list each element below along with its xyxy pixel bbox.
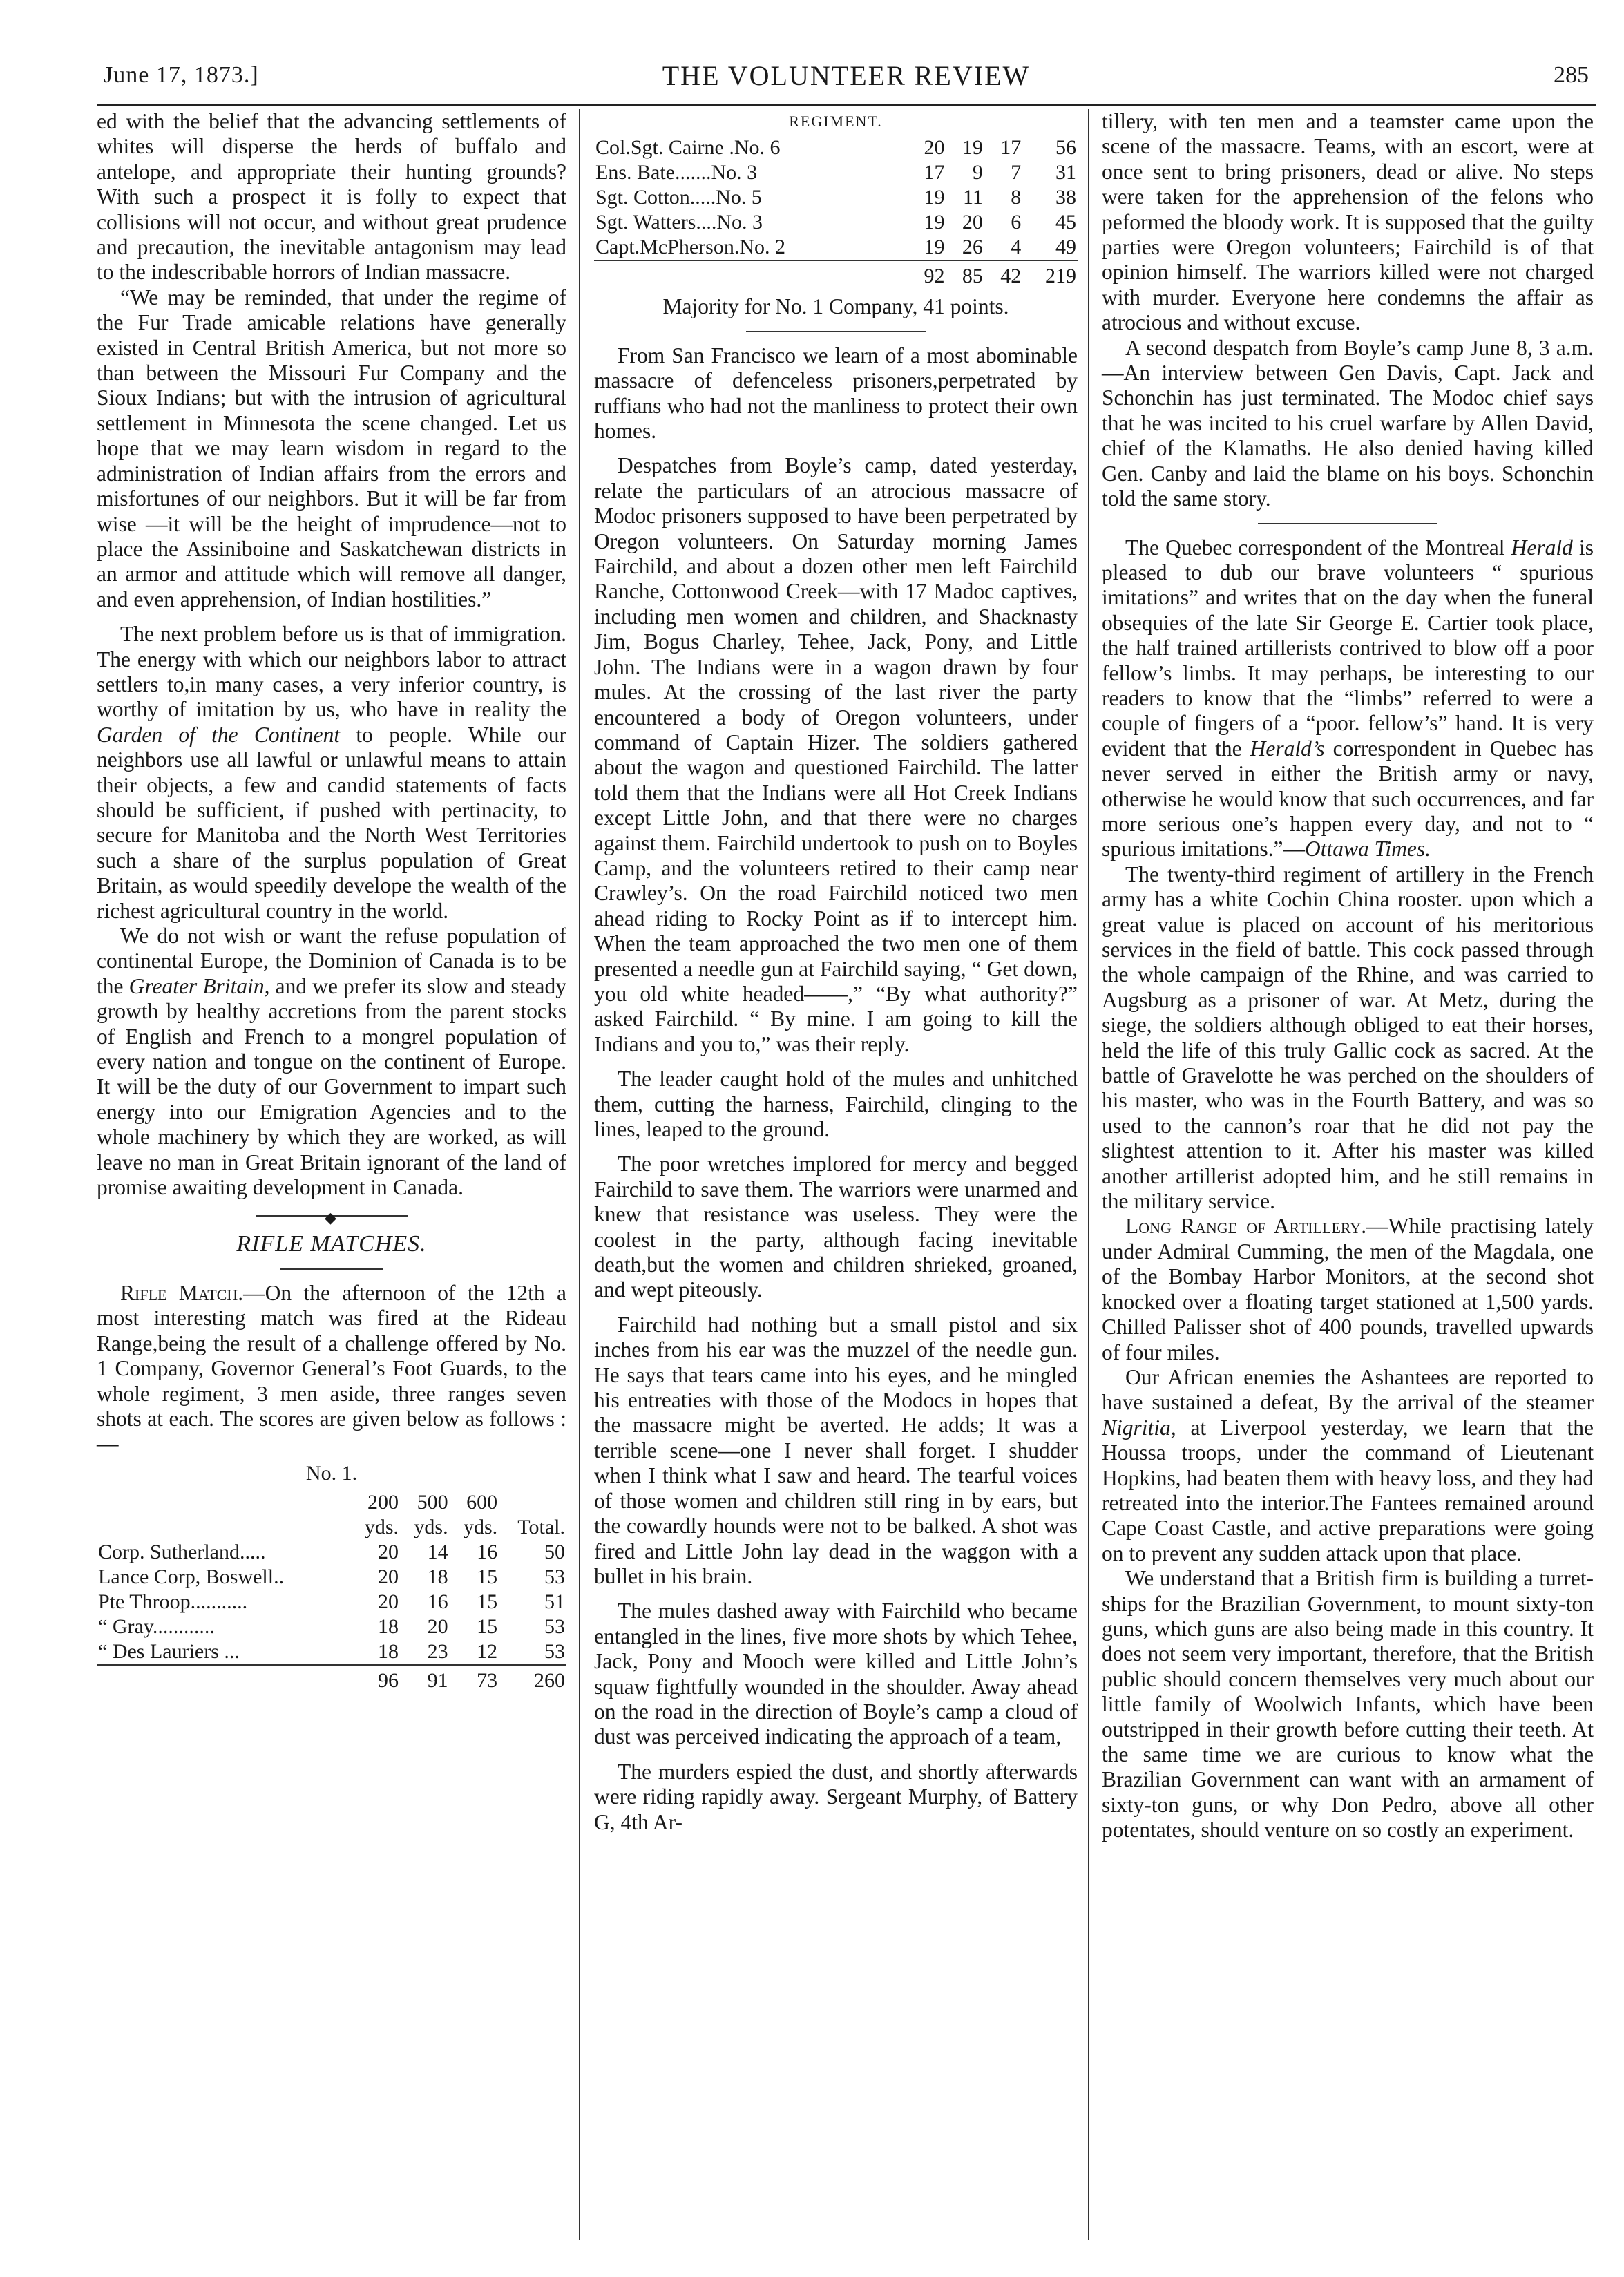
text-run: —While practising lately under Admiral Cumming, the men of the Magdala, one of the Bombay Harbor Monitors, at the second shot knocked over a floating target stationed at 1,500 yards. Chilled Palisser shot of 400 pounds, travelled upwards of four miles. — [1102, 1214, 1594, 1364]
cell: 20 — [378, 1565, 399, 1589]
table-row — [97, 1540, 566, 1565]
paragraph — [97, 1281, 566, 1457]
cell: “ Gray............ — [98, 1615, 215, 1639]
cell: Lance Corp, Boswell.. — [98, 1565, 285, 1589]
table-row — [594, 160, 1078, 185]
cell: 19 — [924, 236, 945, 259]
header-cell: 200 — [367, 1491, 399, 1514]
text-run: correspondent in Quebec has never served in either the British army or navy, otherwise he would know that such occurrences, and far more serious one’s happen every day, and not to “ spurious imitations.”— — [1102, 736, 1594, 861]
page-header — [104, 59, 1589, 101]
column-1 — [97, 109, 566, 1693]
paragraph — [1102, 1214, 1594, 1364]
cell: Ens. Bate.......No. 3 — [595, 161, 758, 184]
text-run: to people. While our neighbors use all lawful or unlawful means to attain their objects, a few and candid statements of facts should be sufficient, if pushed with pertinacity, to secure for Manitoba and the North West Territories such a share of the surplus population of Great Britain, as would speedily develope the wealth of the richest agricultural country in the world. — [97, 722, 566, 923]
paragraph: We understand that a British firm is building a turret-ships for the Brazilian Government, to mount sixty-ton guns, which guns are also being made in this country. It does not seem very important, therefore, that the British public should concern themselves very much about our little family of Woolwich Infants, which have been outstripped in their growth before cutting their teeth. At the same time we are curious to know what the Brazilian Government can want with an armament of sixty-ton guns, or why Don Pedro, above all other potentates, should venture on so costly an experiment. — [1102, 1566, 1594, 1842]
header-cell: yds. — [364, 1516, 399, 1539]
section-divider — [256, 1215, 408, 1217]
lead-in: Rifle Match. — [120, 1280, 244, 1305]
header-cell: 600 — [466, 1491, 498, 1514]
column-3 — [1102, 109, 1594, 1843]
lead-in: Long Range of Artillery. — [1125, 1214, 1367, 1239]
table-total-row — [97, 1665, 566, 1693]
cell: 42 — [984, 260, 1022, 289]
table-title: No. 1. — [305, 1461, 358, 1485]
cell: 23 — [427, 1640, 448, 1664]
score-table-regiment — [594, 135, 1078, 289]
cell: Pte Throop........... — [98, 1590, 248, 1614]
column-rule-2 — [1088, 109, 1089, 2240]
score-table-no1 — [97, 1490, 566, 1693]
cell: 9 — [972, 161, 983, 184]
paragraph — [97, 622, 566, 924]
paragraph: tillery, with ten men and a teamster came upon the scene of the massacre. Teams, with an escort, were at once sent to bring prisoners, dead or alive. No steps were taken for the apprehension of the felons who peformed the bloody work. It is supposed that the guilty parties were Oregon volunteers; Fairchild is of that opinion himself. The warriors killed were not charged with murder. Everyone here condemns the affair as atrocious and without excuse. — [1102, 109, 1594, 335]
heading-rule — [280, 1268, 383, 1270]
cell: 12 — [477, 1640, 498, 1664]
cell: 15 — [477, 1565, 498, 1589]
italic-text: Nigritia, — [1102, 1415, 1176, 1440]
cell: 219 — [1022, 260, 1078, 289]
header-rule — [97, 104, 1596, 106]
paragraph: The leader caught hold of the mules and unhitched them, cutting the harness, Fairchild, clinging to the lines, leaped to the ground. — [594, 1067, 1078, 1141]
table-row — [97, 1614, 566, 1639]
text-run: We do not wish or want the refuse population of continental Europe, the Dominion of Canada is to be the — [97, 924, 566, 998]
source-credit: Ottawa Times. — [1305, 837, 1431, 861]
table-row — [594, 135, 1078, 160]
cell: 53 — [544, 1565, 565, 1589]
section-heading: RIFLE MATCHES. — [236, 1231, 427, 1257]
text-run: at Liverpool yesterday, we learn that the Houssa troops, under the command of Lieutenant Hopkins, had beaten them with heavy loss, and they had retreated into the interior.The Fantees remained around Cape Coast Castle, and active preparations were going on to prevent any sudden attack upon that place. — [1102, 1415, 1594, 1565]
text-run: —On the afternoon of the 12th a most interesting match was fired at the Rideau Range,being the result of a challenge offered by No. 1 Company, Governor General’s Foot Guards, to the whole regiment, 3 men aside, three ranges seven shots at each. The scores are given below as follows :— — [97, 1280, 566, 1456]
cell: 18 — [378, 1640, 399, 1664]
table-title: REGIMENT. — [789, 113, 883, 130]
italic-text: Greater Britain, — [128, 973, 270, 998]
cell: 17 — [924, 161, 945, 184]
header-cell — [97, 1490, 350, 1515]
table-row — [594, 235, 1078, 260]
cell: 4 — [1011, 236, 1022, 259]
cell: Capt.McPherson.No. 2 — [595, 236, 785, 259]
majority-note: Majority for No. 1 Company, 41 points. — [662, 294, 1009, 319]
text-run: and we prefer its slow and steady growth by healthy accretions from the parent stocks of English and French to a mongrel population of every nation and tongue on the continent of Europe. It will be the duty of our Government to impart such energy into our Emigration Agencies and to the whole machinery by which they are worked, as will leave no man in Great Britain ignorant of the land of promise awaiting development in Canada. — [97, 973, 566, 1200]
section-rule — [746, 331, 926, 332]
cell: Corp. Sutherland..... — [98, 1541, 266, 1564]
paragraph — [1102, 1365, 1594, 1566]
cell: 31 — [1055, 161, 1076, 184]
paragraph — [97, 924, 566, 1200]
cell: 260 — [499, 1665, 566, 1693]
table-row — [97, 1590, 566, 1614]
cell: 20 — [962, 211, 983, 234]
paragraph: “We may be reminded, that under the regime of the Fur Trade amicable relations have generally existed in Central British America, but not more so than between the Missouri Fur Company and the Sioux Indians; but with the intrusion of agricultural settlement in Minnesota the scene changed. Let us hope that we may learn wisdom in regard to the administration of Indian affairs from the errors and misfortunes of our neighbors. But it will be far from wise —it will be the height of imprudence—not to place the Assiniboine and Saskatchewan districts in an armor and attitude which will remove all danger, and even apprehension, of Indian hostilities.” — [97, 285, 566, 611]
cell — [594, 260, 908, 289]
paragraph: From San Francisco we learn of a most abominable massacre of defenceless prisoners,perpetrated by ruffians who had not the manliness to protect their own homes. — [594, 343, 1078, 444]
cell — [97, 1665, 350, 1693]
cell: 20 — [378, 1590, 399, 1614]
cell: 19 — [924, 211, 945, 234]
cell: Sgt. Cotton.....No. 5 — [595, 186, 762, 209]
issue-date: June 17, 1873.] — [104, 62, 259, 88]
cell: 20 — [378, 1541, 399, 1564]
page-number: 285 — [1554, 62, 1589, 88]
cell: 19 — [962, 136, 983, 160]
header-cell — [499, 1490, 566, 1515]
cell: 56 — [1055, 136, 1076, 160]
cell: 18 — [378, 1615, 399, 1639]
section-rule — [1258, 523, 1437, 524]
cell: 45 — [1055, 211, 1076, 234]
cell: 91 — [400, 1665, 450, 1693]
paragraph: Despatches from Boyle’s camp, dated yesterday, relate the particulars of an atrocious massacre of Modoc prisoners supposed to have been perpetrated by Oregon volunteers. On Saturday morning James Fairchild, and about a dozen other men left Fairchild Ranche, Cottonwood Creek—with 17 Madoc captives, including men women and children, and Shacknasty Jim, Bogus Charley, Tehee, Jack, Pony, and Little John. The Indians were in a wagon drawn by four mules. At the crossing of the last river the party encountered a body of Oregon volunteers, under command of Captain Hizer. The soldiers gathered about the wagon and questioned Fairchild. The latter told them that the Indians were all Hot Creek Indians except Little John, and that there were no charges against them. Fairchild undertook to push on to Boyles Camp, and the volunteers retired to their camp near Crawley’s. On the road Fairchild noticed two men ahead riding to Rocky Point as if to intercept him. When the team approached the two men one of them presented a needle gun at Fairchild saying, “ Get down, you old white headed——,” “By what authority?” asked Fairchild. “ By mine. I am going to kill the Indians and you to,” was their reply. — [594, 453, 1078, 1056]
cell: 8 — [1011, 186, 1022, 209]
paragraph — [1102, 535, 1594, 862]
italic-text: Herald’s — [1250, 736, 1325, 761]
cell: 51 — [544, 1590, 565, 1614]
table-header-row — [97, 1490, 566, 1515]
paragraph: ed with the belief that the advancing settlements of whites will disperse the herds of buffalo and antelope, and appropriate their hunting grounds? With such a prospect it is folly to expect that collisions will not occur, and without great prudence and precaution, the inevitable antagonism may lead to the indescribable horrors of Indian massacre. — [97, 109, 566, 285]
cell: 16 — [477, 1541, 498, 1564]
text-run: The Quebec correspondent of the Montreal — [1125, 535, 1511, 560]
cell: 85 — [946, 260, 984, 289]
cell: 73 — [450, 1665, 499, 1693]
cell: 53 — [544, 1640, 565, 1664]
text-run: The next problem before us is that of immigration. The energy with which our neighbors labor to attract settlers to,in many cases, a very inferior country, is worthy of imitation by us, who have in reality the — [97, 622, 566, 722]
cell: 19 — [924, 186, 945, 209]
paragraph: The twenty-third regiment of artillery in the French army has a white Cochin China rooster. upon which a great value is placed on account of his meritorious services in the field of battle. This cock passed through the whole campaign of the Rhine, and was carried to Augsburg as a prisoner of war. At Metz, during the siege, the soldiers although obliged to eat their horses, held the life of this truly Gallic cock as sacred. At the battle of Gravelotte he was perched on the shoulders of his master, who was in the Fourth Battery, and was so used to the cannon’s roar that he did not pay the slightest attention to it. After his master was killed another artillerist adopted him, and he still remains in the military service. — [1102, 861, 1594, 1214]
cell: Sgt. Watters....No. 3 — [595, 211, 763, 234]
cell: 16 — [427, 1590, 448, 1614]
header-cell — [97, 1515, 350, 1540]
header-cell: yds. — [463, 1516, 498, 1539]
paragraph: The poor wretches implored for mercy and begged Fairchild to save them. The warriors were unarmed and knew that resistance was useless. They were the coolest in the party, although facing inevitable death,but the women and children shrieked, groaned, and wept piteously. — [594, 1152, 1078, 1302]
table-row — [594, 210, 1078, 235]
table-row — [97, 1639, 566, 1665]
text-run: Our African enemies the Ashantees are reported to have sustained a defeat, By the arrival of the steamer — [1102, 1364, 1594, 1415]
paragraph: A second despatch from Boyle’s camp June 8, 3 a.m.—An interview between Gen Davis, Capt. Jack and Schonchin has just terminated. The Modoc chief says that he was incited to his cruel warfare by Allen David, chief of the Klamaths. He also denied having killed Gen. Canby and laid the blame on his boys. Schonchin told the same story. — [1102, 335, 1594, 511]
cell: 49 — [1055, 236, 1076, 259]
cell: 53 — [544, 1615, 565, 1639]
column-rule-1 — [579, 109, 580, 2240]
header-cell: yds. — [414, 1516, 448, 1539]
table-row — [97, 1565, 566, 1590]
italic-text: Garden of the Continent — [97, 722, 341, 747]
cell: 15 — [477, 1590, 498, 1614]
text-run: is pleased to dub our brave volunteers “ spurious imitations” and writes that on the day when the funeral obsequies of the late Sir George E. Cartier took place, the half trained artillerists contrived to blow off a poor fellow’s limbs. It may perhaps, be interesting to our readers to know that the “limbs” referred to were a couple of fingers of a “poor. fellow’s” hand. It is very evident that the — [1102, 535, 1594, 761]
table-row — [594, 185, 1078, 210]
cell: 14 — [427, 1541, 448, 1564]
cell: 96 — [350, 1665, 400, 1693]
cell: “ Des Lauriers ... — [98, 1640, 240, 1664]
header-cell: Total. — [517, 1516, 565, 1539]
paragraph: The mules dashed away with Fairchild who became entangled in the lines, five more shots by which Tehee, Jack, Pony and Mooch were killed and Little John’s squaw fightfully wounded in the shoulder. Away ahead on the road in the direction of Boyle’s camp a cloud of dust was perceived indicating the approach of a team, — [594, 1599, 1078, 1749]
cell: 15 — [477, 1615, 498, 1639]
cell: 38 — [1055, 186, 1076, 209]
column-2 — [594, 109, 1078, 1835]
header-cell: 500 — [417, 1491, 448, 1514]
cell: 50 — [544, 1541, 565, 1564]
cell: 20 — [427, 1615, 448, 1639]
cell: 18 — [427, 1565, 448, 1589]
paragraph: Fairchild had nothing but a small pistol and six inches from his ear was the muzzel of the needle gun. He says that tears came into his eyes, and he mingled his entreaties with those of the Modocs in hopes that the massacre might be averted. He adds; It was a terrible scene—one I never shall forget. I shudder when I think what I saw and heard. The tearful voices of those women and children still ring in by ears, but the cowardly hounds were not to be balked. A shot was fired and Little John lay dead in the waggon with a bullet in his brain. — [594, 1312, 1078, 1588]
cell: 6 — [1011, 211, 1022, 234]
cell: 11 — [962, 186, 983, 209]
cell: 7 — [1011, 161, 1022, 184]
cell: 26 — [962, 236, 983, 259]
masthead-title: THE VOLUNTEER REVIEW — [662, 60, 1031, 91]
cell: 92 — [908, 260, 946, 289]
paragraph: The murders espied the dust, and shortly afterwards were riding rapidly away. Sergeant Murphy, of Battery G, 4th Ar- — [594, 1759, 1078, 1834]
cell: 20 — [924, 136, 945, 160]
cell: 17 — [1000, 136, 1022, 160]
table-total-row — [594, 260, 1078, 289]
italic-text: Herald — [1511, 535, 1573, 560]
table-header-row — [97, 1515, 566, 1540]
cell: Col.Sgt. Cairne .No. 6 — [595, 136, 781, 160]
